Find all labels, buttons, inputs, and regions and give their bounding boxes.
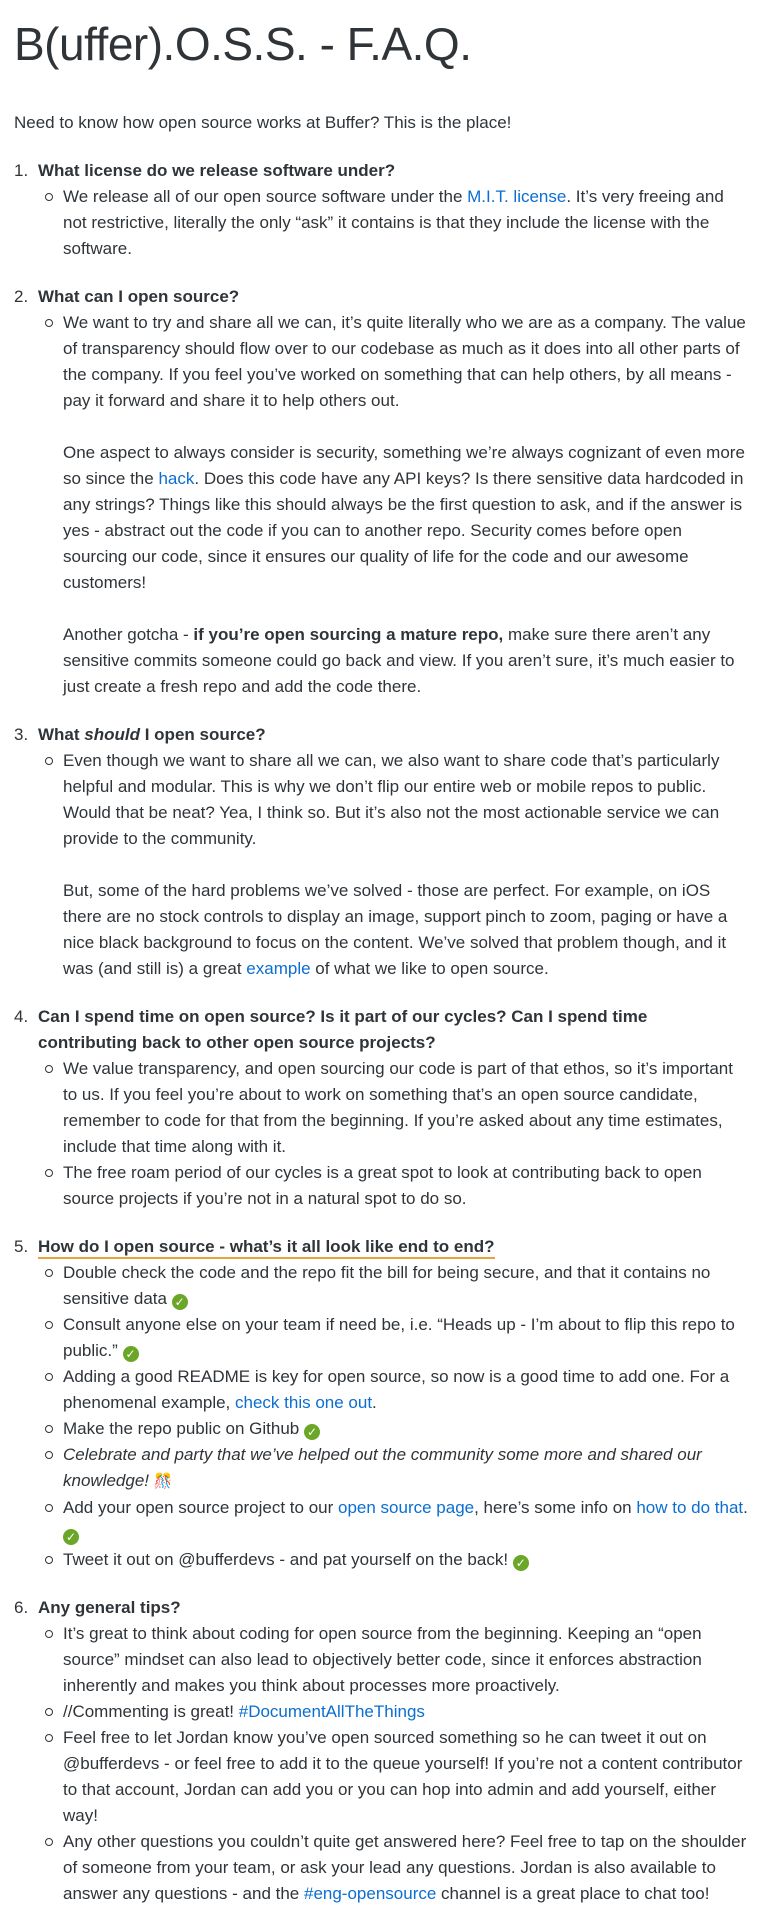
answer-item [63, 748, 749, 982]
answer-item: Consult anyone else on your team if need be, i.e. “Heads up - I’m about to flip this repo to public.” ✓ [63, 1312, 749, 1364]
hack-link[interactable]: hack [158, 469, 195, 488]
check-circle-icon: ✓ [513, 1555, 529, 1571]
faq-page [0, 16, 763, 1907]
page-title: B(uffer).O.S.S. - F.A.Q. [14, 18, 472, 70]
check-circle-icon: ✓ [304, 1424, 320, 1440]
check-circle-icon: ✓ [172, 1294, 188, 1310]
faq-item-what-to-open-source [14, 284, 749, 700]
faq-number: 4. [14, 1007, 29, 1026]
faq-question: What should I open source? [38, 725, 266, 744]
answer-paragraph: Another gotcha - if you’re open sourcing a mature repo, make sure there aren’t any sensitive commits someone could go back and view. If you aren’t sure, it’s much easier to just create a fresh repo and add the code there. [63, 625, 735, 696]
faq-item-should-open-source [14, 722, 749, 982]
answer-item: Tweet it out on @bufferdevs - and pat yourself on the back! ✓ [63, 1547, 749, 1573]
faq-item-how-to-open-source [14, 1234, 749, 1573]
answer-item: We value transparency, and open sourcing our code is part of that ethos, so it’s important to us. If you feel you’re about to work on something that’s an open source candidate, remember to code for that from the beginning. If you’re asked about any time estimates, include that time along with it. [63, 1056, 749, 1160]
intro-text: Need to know how open source works at Buffer? This is the place! [14, 113, 512, 132]
answer-item: It’s great to think about coding for open source from the beginning. Keeping an “open source” mindset can also lead to objectively better code, since it enforces abstraction inherently and makes you think about processes more proactively. [63, 1621, 749, 1699]
faq-number: 2. [14, 287, 29, 306]
faq-item-license [14, 158, 749, 262]
answer-item: Add your open source project to our open source page, here’s some info on how to do that. ✓ [63, 1495, 749, 1547]
confetti-icon: 🎊 [153, 1473, 173, 1490]
document-all-the-things-link[interactable]: #DocumentAllTheThings [238, 1702, 425, 1721]
faq-question: Can I spend time on open source? Is it part of our cycles? Can I spend time contributing back to other open source projects? [38, 1007, 648, 1052]
answer-paragraph: Even though we want to share all we can, we also want to share code that’s particularly helpful and modular. This is why we don’t flip our entire web or mobile repos to public. Would that be neat? Yea, I think so. But it’s also not the most actionable service we can provide to the community. [63, 751, 720, 848]
how-to-do-that-link[interactable]: how to do that [636, 1498, 744, 1517]
check-circle-icon: ✓ [63, 1529, 79, 1545]
faq-question: What can I open source? [38, 287, 240, 306]
faq-answer-list [38, 1260, 749, 1573]
faq-answer-list [38, 1621, 749, 1907]
faq-number: 1. [14, 161, 29, 180]
answer-paragraph: One aspect to always consider is security, something we’re always cognizant of even more so since the hack. Does this code have any API keys? Is there sensitive data hardcoded in any strings? Things like this should always be the first question to ask, and if the answer is yes - abstract out the code if you can to another repo. Security comes before open sourcing our code, since it ensures our quality of life for the code and our awesome customers! [63, 443, 745, 592]
answer-item: Any other questions you couldn’t quite get answered here? Feel free to tap on the shoulder of someone from your team, or ask your lead any questions. Jordan is also available to answer any questions - and the #eng-opensource channel is a great place to chat too! [63, 1829, 749, 1907]
faq-answer-list [38, 748, 749, 982]
example-link[interactable]: example [246, 959, 311, 978]
faq-number: 6. [14, 1598, 29, 1617]
eng-opensource-channel-link[interactable]: #eng-opensource [303, 1884, 437, 1903]
faq-list [14, 158, 749, 1907]
readme-example-link[interactable]: check this one out [235, 1393, 373, 1412]
answer-paragraph: We want to try and share all we can, it’s quite literally who we are as a company. The value of transparency should flow over to our codebase as much as it does into all other parts of the company. If you feel you’ve worked on something that can help others, by all means - pay it forward and share it to help others out. [63, 313, 746, 410]
answer-item [63, 310, 749, 700]
answer-item: Feel free to let Jordan know you’ve open sourced something so he can tweet it out on @bufferdevs - or feel free to add it to the queue yourself! If you’re not a content contributor to that account, Jordan can add you or you can hop into admin and add yourself, either way! [63, 1725, 749, 1829]
answer-item: The free roam period of our cycles is a great spot to look at contributing back to open source projects if you’re not in a natural spot to do so. [63, 1160, 749, 1212]
answer-item: //Commenting is great! #DocumentAllTheThings [63, 1699, 749, 1725]
faq-item-general-tips [14, 1595, 749, 1907]
answer-item: Adding a good README is key for open source, so now is a good time to add one. For a phenomenal example, check this one out. [63, 1364, 749, 1416]
check-circle-icon: ✓ [123, 1346, 139, 1362]
faq-answer-list [38, 310, 749, 700]
answer-item: Celebrate and party that we’ve helped out the community some more and shared our knowledge! 🎊 [63, 1442, 749, 1495]
faq-question: How do I open source - what’s it all look like end to end? [38, 1234, 749, 1260]
faq-answer-list [38, 184, 749, 262]
mit-license-link[interactable]: M.I.T. license [467, 187, 567, 206]
faq-number: 5. [14, 1237, 29, 1256]
faq-question: Any general tips? [38, 1598, 181, 1617]
answer-item: Double check the code and the repo fit the bill for being secure, and that it contains no sensitive data ✓ [63, 1260, 749, 1312]
answer-item: We release all of our open source software under the M.I.T. license. It’s very freeing and not restrictive, literally the only “ask” it contains is that they include the license with the software. [63, 184, 749, 262]
faq-answer-list [38, 1056, 749, 1212]
open-source-page-link[interactable]: open source page [338, 1498, 475, 1517]
answer-paragraph: But, some of the hard problems we’ve solved - those are perfect. For example, on iOS there are no stock controls to display an image, support pinch to zoom, paging or have a nice black background to focus on the content. We’ve solved that problem though, and it was (and still is) a great example of what we like to open source. [63, 881, 728, 978]
faq-number: 3. [14, 725, 29, 744]
faq-question: What license do we release software under? [38, 161, 396, 180]
faq-item-time-on-open-source [14, 1004, 749, 1212]
answer-item: Make the repo public on Github ✓ [63, 1416, 749, 1442]
